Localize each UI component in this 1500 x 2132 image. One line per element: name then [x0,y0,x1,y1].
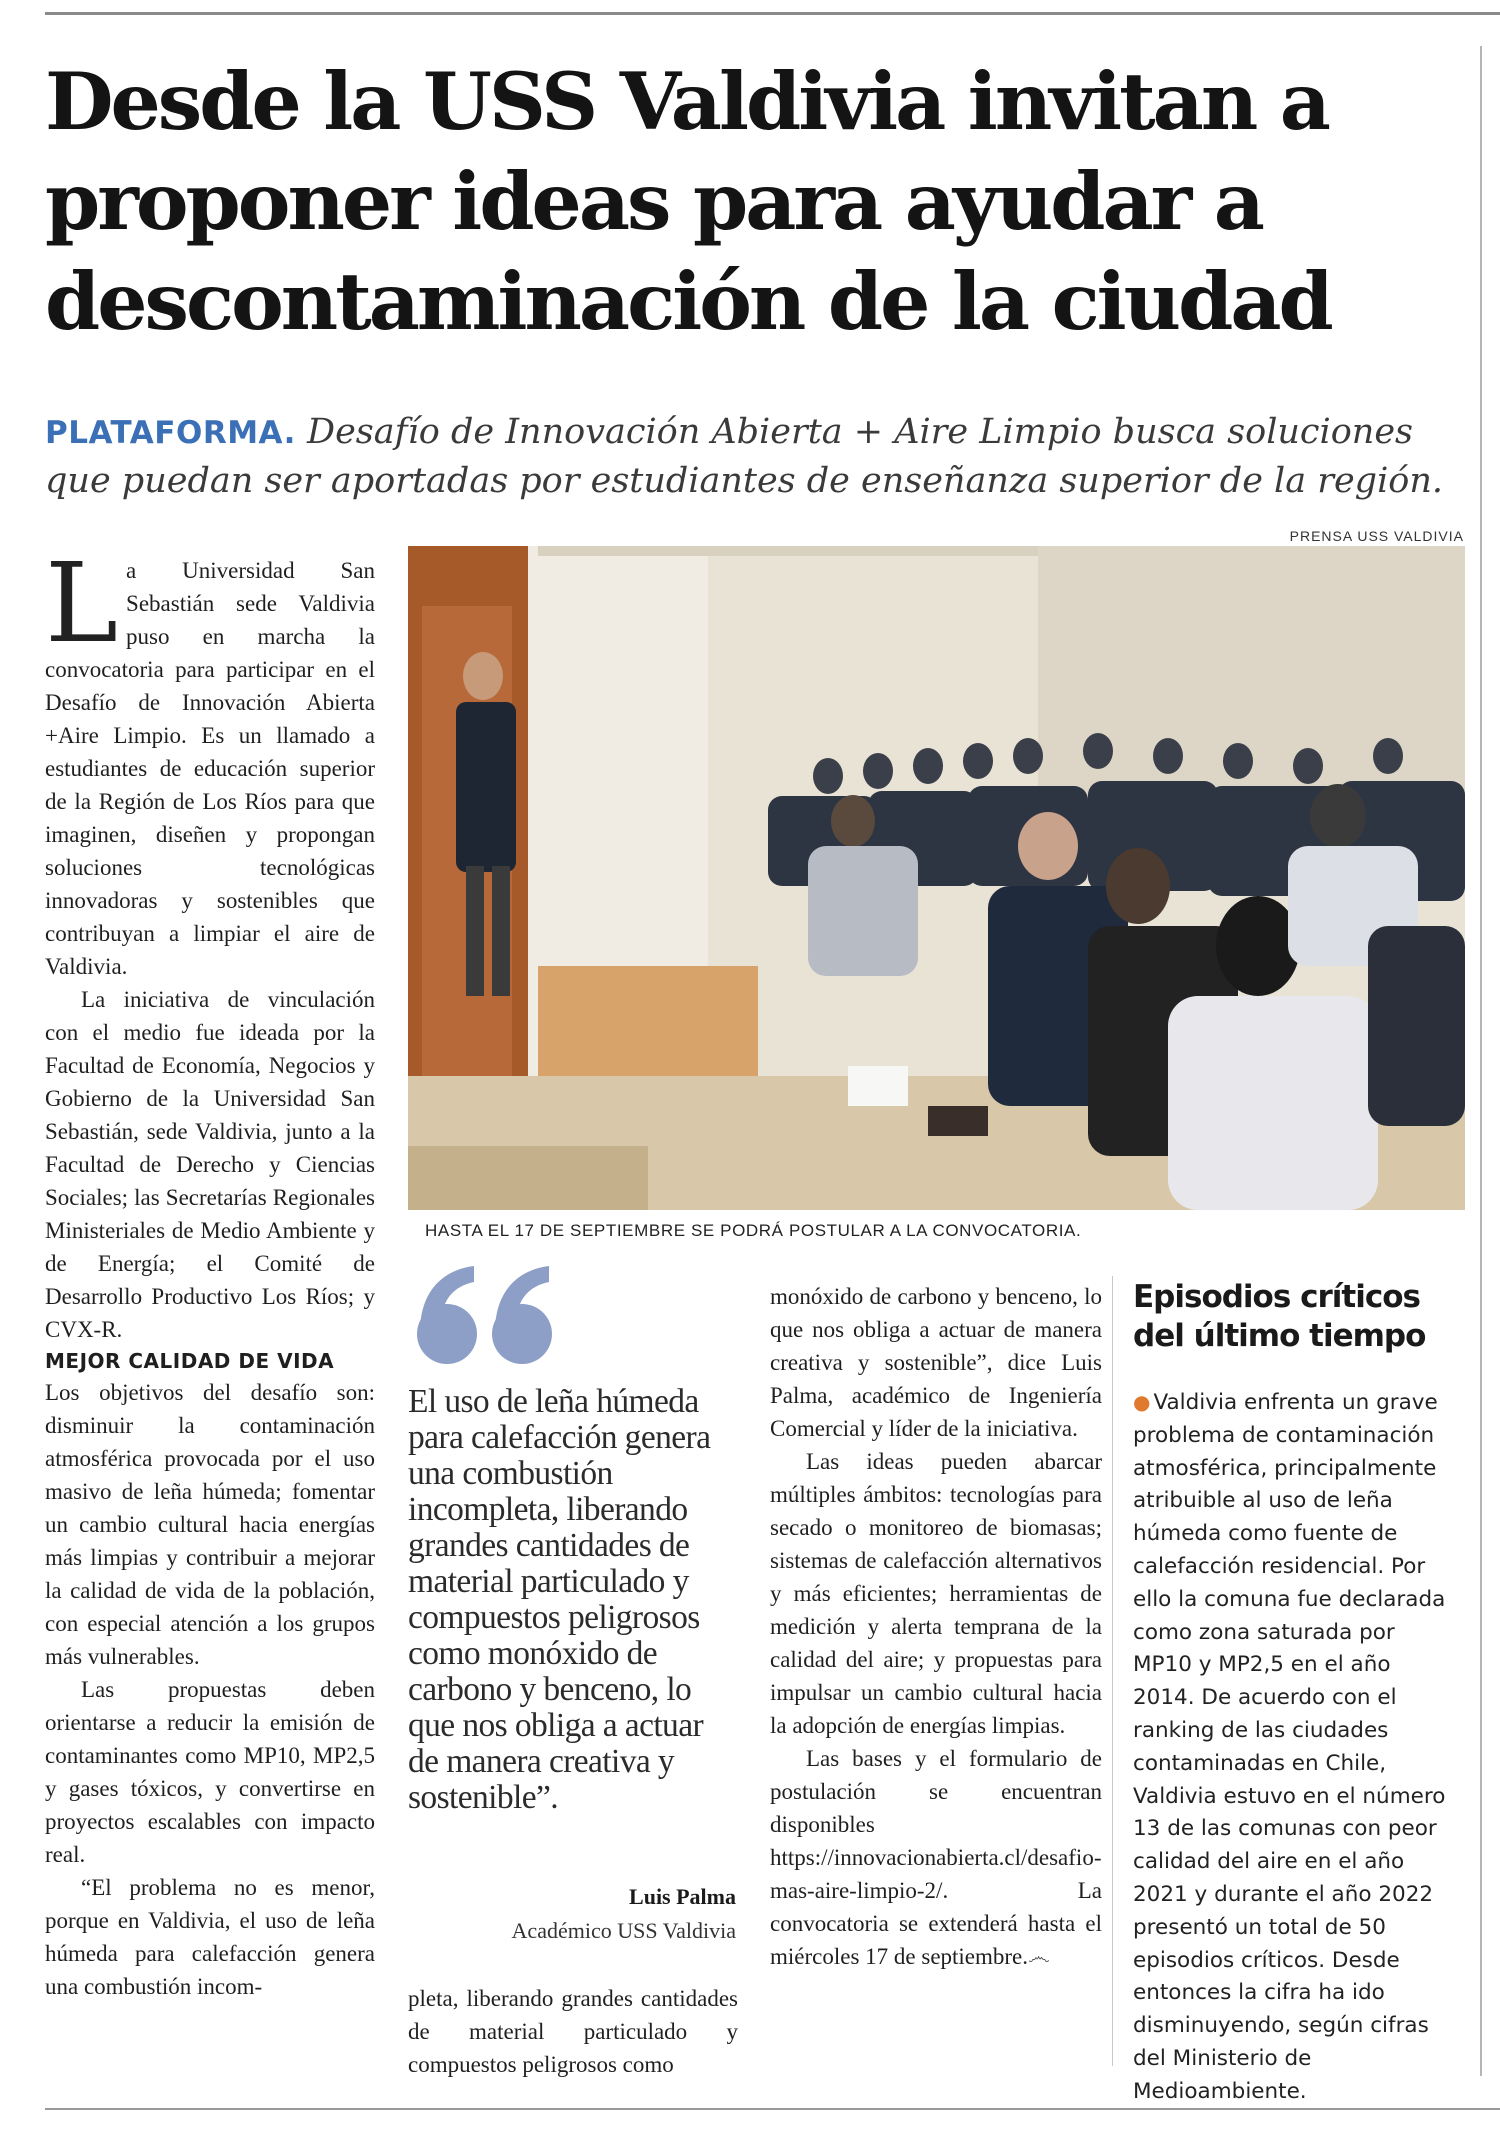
section-subheading: MEJOR CALIDAD DE VIDA [45,1349,335,1373]
body-paragraph-8 [770,1742,1102,1973]
body-paragraph-5-continuation: pleta, liberando grandes cantidades de material particulado y compuestos peligrosos como [408,1986,738,2077]
quote-author: Luis Palma [629,1884,736,1909]
photo-caption: HASTA EL 17 DE SEPTIEMBRE SE PODRÁ POSTULAR A LA CONVOCATORIA. [425,1221,1082,1240]
body-paragraph-1 [45,539,375,983]
headline: Desde la USS Valdivia invitan a proponer ideas para ayudar a descontaminación de la ciudad [45,55,1331,348]
event-photo [408,546,1465,1210]
right-column-divider [1480,46,1482,2076]
sidebar-title: Episodios críticos del último tiempo [1133,1279,1426,1354]
subhead [45,408,1465,505]
body-paragraph-8-text: Las bases y el formulario de postulación se encuentran disponibles https://innovacionabierta.cl/desafio-mas-aire-limpio-2/. La convocatoria se extenderá hasta el miércoles 17 de septiembre. [770,1746,1102,1969]
pull-quote: El uso de leña húmeda para calefacción genera una combustión incompleta, liberando grandes cantidades de material particulado y compuestos peligrosos como monóxido de carbono y benceno, lo que nos obliga a actuar de manera creativa y sostenible”. [408,1383,711,1816]
quote-author-role: Académico USS Valdivia [511,1918,736,1943]
photo-credit: PRENSA USS VALDIVIA [1289,528,1464,544]
top-rule [45,12,1500,15]
quote-mark-icon [412,1262,572,1372]
body-column-2-continuation [408,1982,738,2081]
body-paragraph-7: Las ideas pueden abarcar múltiples ámbitos: tecnologías para secado o monitoreo de biomasas; sistemas de calefacción alternativos y más eficientes; herramientas de medición y alerta temprana de la calidad del aire; y propuestas para impulsar un cambio cultural hacia la adopción de energías limpias. [770,1449,1102,1738]
body-paragraph-2: La iniciativa de vinculación con el medio fue ideada por la Facultad de Economía, Negocios y Gobierno de la Universidad San Sebastián, sede Valdivia, junto a la Facultad de Derecho y Ciencias Sociales; las Secretarías Regionales Ministeriales de Medio Ambiente y de Energía; el Comité de Desarrollo Productivo Los Ríos; y CVX-R. [45,987,375,1342]
sidebar-divider [1112,1276,1113,2066]
drop-cap: L [45,539,119,667]
sidebar-text [1133,1386,1451,2109]
subhead-text: Desafío de Innovación Abierta + Aire Limpio busca soluciones que puedan ser aportadas por estudiantes de enseñanza superior de la región. [45,412,1444,501]
end-of-article-mark: ෴ [1028,1944,1050,1969]
sidebar-body: Valdivia enfrenta un grave problema de contaminación atmosférica, principalmente atribuible al uso de leña húmeda como fuente de calefacción residencial. Por ello la comuna fue declarada como zona saturada por MP10 y MP2,5 en el año 2014. De acuerdo con el ranking de las ciudades contaminadas en Chile, Valdivia estuvo en el número 13 de las comunas con peor calidad del aire en el año 2021 y durante el año 2022 presentó un total de 50 episodios críticos. Desde entonces la cifra ha ido disminuyendo, según cifras del Ministerio de Medioambiente. [1133,1390,1446,2104]
body-column-3 [770,1280,1102,1973]
body-paragraph-1-text: a Universidad San Sebastián sede Valdivia puso en marcha la convocatoria para participar en el Desafío de Innovación Abierta +Aire Limpio. Es un llamado a estudiantes de educación superior de la Región de Los Ríos para que imaginen, diseñen y propongan soluciones tecnológicas innovadoras y sostenibles que contribuyan a limpiar el aire de Valdivia. [45,558,375,979]
body-paragraph-5: “El problema no es menor, porque en Valdivia, el uso de leña húmeda para calefacción genera una combustión incom- [45,1875,375,1999]
bullet-icon: ● [1133,1390,1151,1414]
body-paragraph-4: Las propuestas deben orientarse a reducir la emisión de contaminantes como MP10, MP2,5 y gases tóxicos, y convertirse en proyectos escalables con impacto real. [45,1677,375,1867]
body-paragraph-3: Los objetivos del desafío son: disminuir la contaminación atmosférica provocada por el uso masivo de leña húmeda; fomentar un cambio cultural hacia energías más limpias y contribuir a mejorar la calidad de vida de la población, con especial atención a los grupos más vulnerables. [45,1380,375,1669]
subhead-kicker: PLATAFORMA. [45,415,296,451]
body-column-1 [45,539,375,2003]
body-paragraph-6: monóxido de carbono y benceno, lo que nos obliga a actuar de manera creativa y sostenible”, dice Luis Palma, académico de Ingeniería Comercial y líder de la iniciativa. [770,1284,1102,1441]
